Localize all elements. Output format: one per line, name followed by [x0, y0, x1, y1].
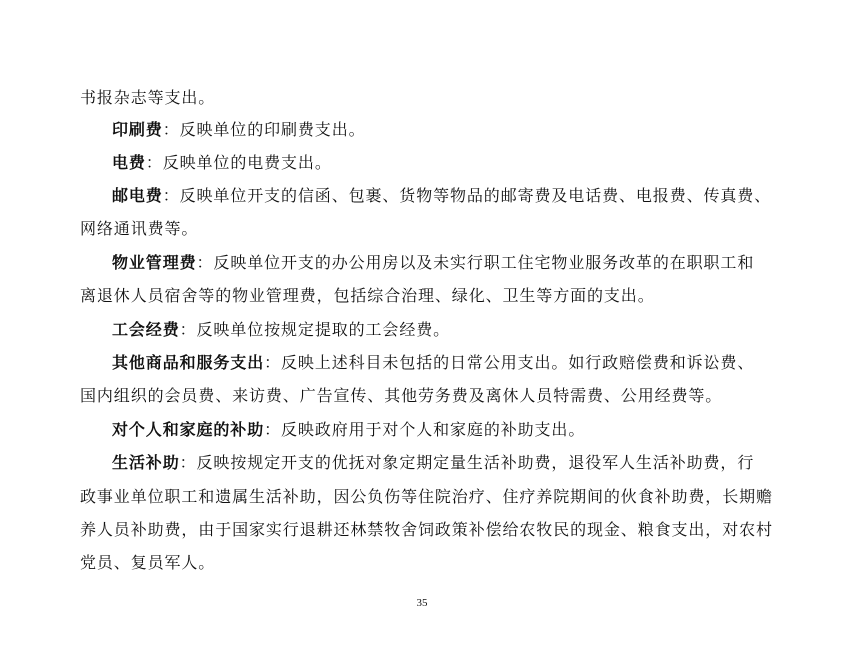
paragraph-text: 政事业单位职工和遗属生活补助，因公负伤等住院治疗、住疗养院期间的伙食补助费，长期赡 — [80, 487, 773, 506]
term-heading: 工会经费 — [112, 320, 180, 339]
paragraph-text: 反映单位开支的信函、包裹、货物等物品的邮寄费及电话费、电报费、传真费、 — [179, 186, 772, 205]
term-heading: 其他商品和服务支出 — [112, 353, 265, 372]
paragraph-text: 反映政府用于对个人和家庭的补助支出。 — [281, 420, 586, 439]
page-number: 35 — [416, 597, 428, 609]
paragraph-text: 反映单位的印刷费支出。 — [179, 120, 366, 139]
paragraph-postal-fee — [112, 186, 771, 206]
paragraph-living-subsidy-continuation-3 — [80, 553, 215, 573]
term-heading: 邮电费 — [112, 186, 163, 205]
paragraph-living-subsidy-continuation-2 — [80, 520, 773, 540]
paragraph-living-subsidy — [112, 453, 754, 473]
term-separator: ： — [196, 253, 214, 272]
paragraph-text: 党员、复员军人。 — [80, 553, 216, 572]
term-separator: ： — [162, 120, 180, 139]
term-heading: 对个人和家庭的补助 — [112, 420, 265, 439]
term-heading: 生活补助 — [112, 453, 180, 472]
term-heading: 印刷费 — [112, 120, 163, 139]
paragraph-property-fee — [112, 253, 754, 273]
paragraph-postal-fee-continuation — [80, 219, 198, 239]
term-separator: ： — [162, 186, 180, 205]
paragraph-text: 反映上述科目未包括的日常公用支出。如行政赔偿费和诉讼费、 — [281, 353, 755, 372]
paragraph-text: 反映单位的电费支出。 — [162, 153, 332, 172]
term-separator: ： — [145, 153, 163, 172]
paragraph-printing-fee — [112, 120, 366, 140]
paragraph-text: 国内组织的会员费、来访费、广告宣传、其他劳务费及离休人员特需费、公用经费等。 — [80, 386, 723, 405]
term-separator: ： — [179, 453, 197, 472]
paragraph-living-subsidy-continuation-1 — [80, 487, 773, 507]
term-separator: ： — [264, 353, 282, 372]
term-separator: ： — [179, 320, 197, 339]
paragraph-household-subsidy — [112, 420, 585, 440]
paragraph-continuation — [80, 88, 215, 108]
paragraph-union-fee — [112, 320, 450, 340]
paragraph-other-goods-services — [112, 353, 754, 373]
paragraph-electricity-fee — [112, 153, 332, 173]
term-heading: 物业管理费 — [112, 253, 197, 272]
term-separator: ： — [264, 420, 282, 439]
paragraph-text: 离退休人员宿舍等的物业管理费，包括综合治理、绿化、卫生等方面的支出。 — [80, 286, 655, 305]
paragraph-text: 网络通讯费等。 — [80, 219, 199, 238]
paragraph-other-goods-services-continuation — [80, 386, 722, 406]
paragraph-text: 反映单位开支的办公用房以及未实行职工住宅物业服务改革的在职职工和 — [213, 253, 755, 272]
paragraph-text: 反映单位按规定提取的工会经费。 — [196, 320, 451, 339]
paragraph-property-fee-continuation — [80, 286, 655, 306]
term-heading: 电费 — [112, 153, 146, 172]
paragraph-text: 书报杂志等支出。 — [80, 88, 216, 107]
paragraph-text: 养人员补助费，由于国家实行退耕还林禁牧舍饲政策补偿给农牧民的现金、粮食支出，对农村 — [80, 520, 773, 539]
paragraph-text: 反映按规定开支的优抚对象定期定量生活补助费，退役军人生活补助费，行 — [196, 453, 755, 472]
